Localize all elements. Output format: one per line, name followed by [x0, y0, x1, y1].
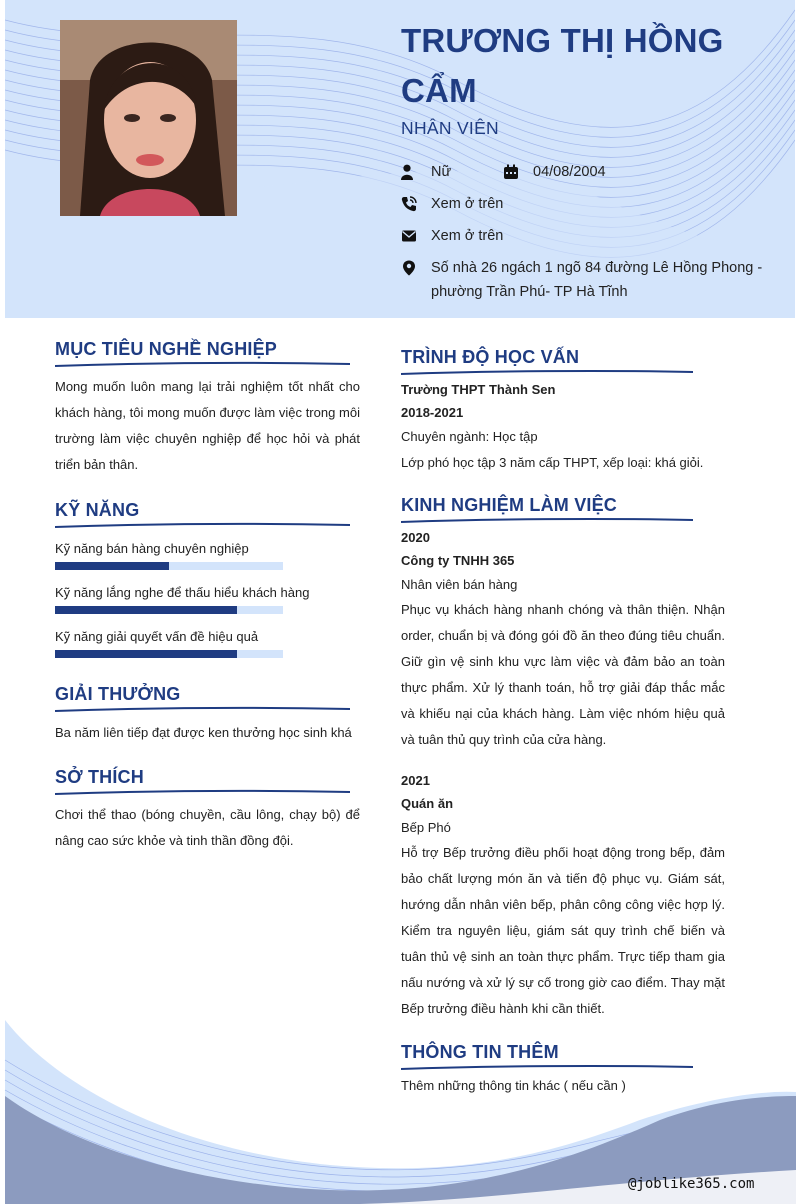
hobbies-underline [55, 789, 350, 797]
phone-row [401, 195, 503, 216]
education-period: 2018-2021 [401, 405, 464, 420]
job-company: Quán ăn [401, 796, 454, 811]
email-value: Xem ở trên [431, 228, 504, 244]
extra-title: THÔNG TIN THÊM [401, 1042, 559, 1062]
objective-text: Mong muốn luôn mang lại trải nghiệm tốt nhất cho khách hàng, tôi mong muốn được làm việc trong môi trường làm việc chuyên nghiệp để học hỏi và phát triển bản thân. [55, 379, 360, 472]
skill-label: Kỹ năng giải quyết vấn đề hiệu quả [55, 629, 259, 644]
user-icon [401, 164, 417, 180]
objective-title: MỤC TIÊU NGHỀ NGHIỆP [55, 339, 278, 359]
email-icon [401, 228, 417, 244]
education-underline [401, 369, 693, 377]
phone-value: Xem ở trên [431, 196, 504, 212]
address-row [401, 259, 771, 304]
education-note: Lớp phó học tập 3 năm cấp THPT, xếp loại: khá giỏi. [401, 455, 704, 470]
skill-label: Kỹ năng bán hàng chuyên nghiệp [55, 541, 249, 556]
job-role: Bếp Phó [401, 820, 451, 835]
experience-underline [401, 517, 693, 525]
dob-value: 04/08/2004 [533, 164, 606, 180]
gender-row [401, 163, 451, 184]
awards-text: Ba năm liên tiếp đạt được ken thưởng học sinh khá [55, 725, 352, 740]
job-description: Phục vụ khách hàng nhanh chóng và thân thiện. Nhận order, chuẩn bị và đóng gói đồ ăn theo đúng tiêu chuẩn. Giữ gìn vệ sinh khu vực làm việc và đảm bảo an toàn thực phẩm. Xử lý thanh toán, hỗ trợ giải đáp thắc mắc và khiếu nại của khách hàng. Làm việc nhóm hiệu quả và tuân thủ quy trình của cửa hàng. [401, 602, 725, 747]
email-row [401, 227, 503, 248]
dob-row [503, 163, 606, 184]
phone-icon [401, 196, 417, 212]
location-icon [401, 260, 417, 276]
skill-bar [55, 606, 283, 614]
education-title: TRÌNH ĐỘ HỌC VẤN [401, 347, 580, 367]
job-year: 2021 [401, 773, 430, 788]
job-role: Nhân viên bán hàng [401, 577, 518, 592]
header-band [5, 0, 795, 318]
address-value: Số nhà 26 ngách 1 ngõ 84 đường Lê Hồng Phong - phường Trần Phú- TP Hà Tĩnh [431, 260, 763, 300]
job-company: Công ty TNHH 365 [401, 553, 515, 568]
extra-text: Thêm những thông tin khác ( nếu cần ) [401, 1078, 626, 1093]
experience-title: KINH NGHIỆM LÀM VIỆC [401, 495, 618, 515]
skills-underline [55, 522, 350, 530]
skill-fill [55, 606, 237, 614]
objective-underline [55, 361, 350, 369]
education-school: Trường THPT Thành Sen [401, 382, 556, 397]
profile-photo [60, 20, 237, 216]
footer-wave-art [0, 1000, 796, 1204]
site-watermark: @joblike365.com [628, 1176, 755, 1192]
calendar-icon [503, 164, 519, 180]
skill-bar [55, 650, 283, 658]
skill-label: Kỹ năng lắng nghe để thấu hiểu khách hàng [55, 585, 310, 600]
skill-bar [55, 562, 283, 570]
candidate-position: NHÂN VIÊN [401, 118, 499, 138]
skills-title: KỸ NĂNG [55, 500, 140, 520]
candidate-name: TRƯƠNG THỊ HỒNG CẨM [401, 22, 724, 109]
job-description: Hỗ trợ Bếp trưởng điều phối hoạt động trong bếp, đảm bảo chất lượng món ăn và tiến độ phục vụ. Giám sát, hướng dẫn nhân viên bếp, phân công công việc hợp lý. Kiểm tra nguyên liệu, giám sát quy trình chế biến và tuân thủ vệ sinh an toàn thực phẩm. Trực tiếp tham gia nấu nướng và xử lý sự cố trong giờ cao điểm. Thay mặt Bếp trưởng điều hành khi cần thiết. [401, 845, 725, 1016]
hobbies-title: SỞ THÍCH [55, 767, 144, 787]
job-year: 2020 [401, 530, 430, 545]
education-major: Chuyên ngành: Học tập [401, 429, 538, 444]
gender-value: Nữ [431, 164, 452, 180]
hobbies-text: Chơi thể thao (bóng chuyền, cầu lông, chạy bộ) để nâng cao sức khỏe và tinh thần đồng đội. [55, 807, 360, 848]
awards-underline [55, 706, 350, 714]
skill-fill [55, 562, 169, 570]
skill-fill [55, 650, 237, 658]
awards-title: GIẢI THƯỞNG [55, 684, 181, 704]
